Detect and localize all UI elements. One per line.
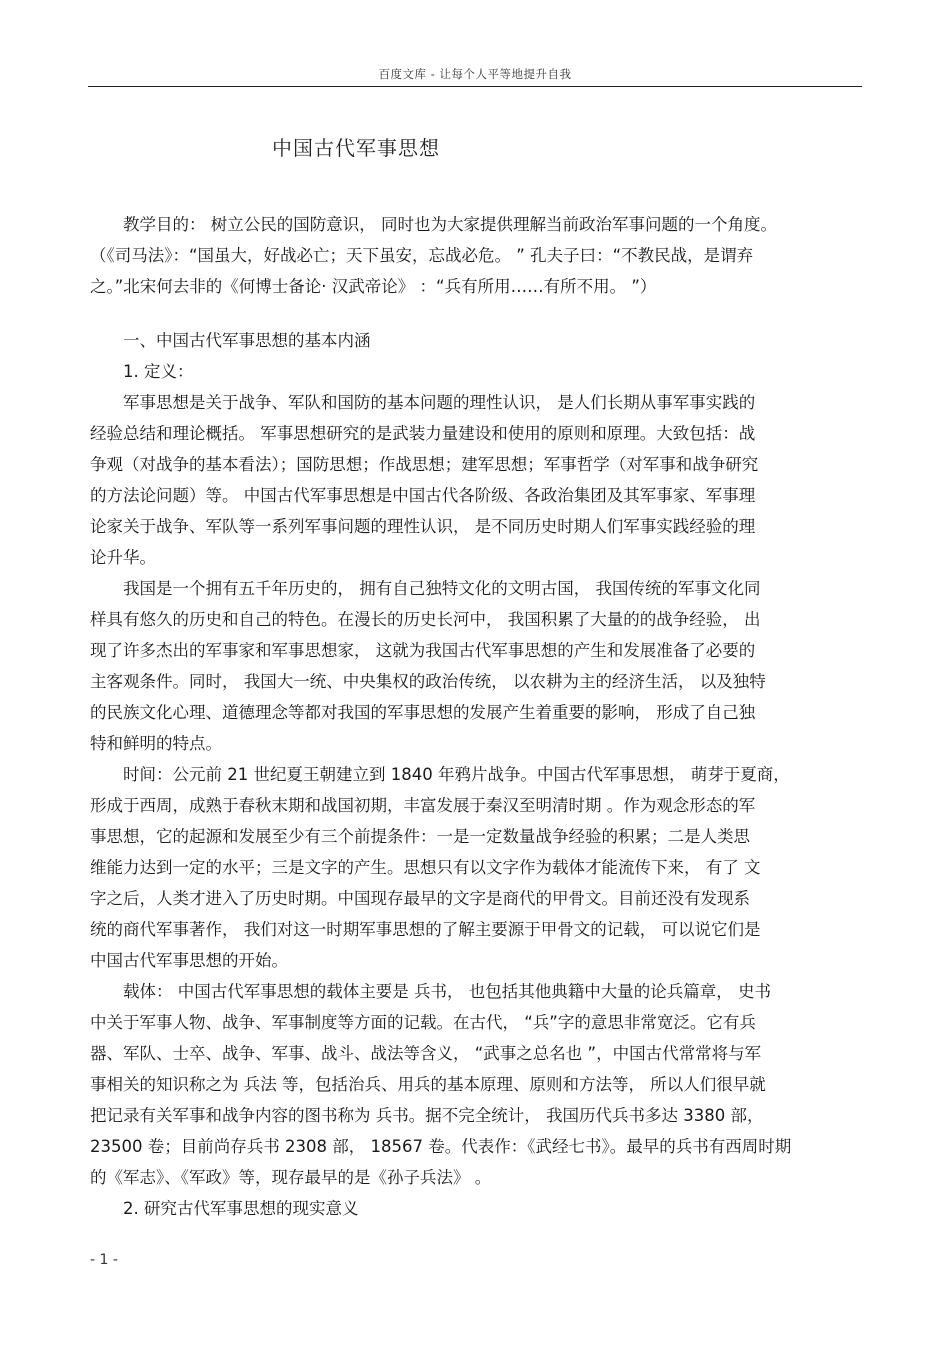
body-line: 样具有悠久的历史和自己的特色。在漫长的历史长河中， 我国积累了大量的的战争经验， 出 xyxy=(90,610,761,629)
body-line: 时间：公元前 21 世纪夏王朝建立到 1840 年鸦片战争。中国古代军事思想， 萌芽于夏商， xyxy=(90,765,790,784)
body-line: 的《军志》、《军政》等，现存最早的是《孙子兵法》 。 xyxy=(90,1168,492,1187)
document-title: 中国古代军事思想 xyxy=(272,136,440,160)
body-line: 的民族文化心理、道德理念等都对我国的军事思想的发展产生着重要的影响， 形成了自己独 xyxy=(90,703,756,722)
body-line: 经验总结和理论概括。 军事思想研究的是武装力量建设和使用的原则和原理。大致包括：战 xyxy=(90,424,756,443)
body-line: 争观（对战争的基本看法）；国防思想；作战思想；建军思想；军事哲学（对军事和战争研究 xyxy=(90,455,759,474)
page-header: 百度文库 - 让每个人平等地提升自我 xyxy=(378,67,572,81)
body-line: 载体： 中国古代军事思想的载体主要是 兵书， 也包括其他典籍中大量的论兵篇章， 史书 xyxy=(90,982,771,1001)
body-line: 特和鲜明的特点。 xyxy=(90,734,222,753)
body-line: 维能力达到一定的水平；三是文字的产生。思想只有以文字作为载体才能流传下来， 有了 文 xyxy=(90,858,761,877)
body-line: 论家关于战争、军队等一系列军事问题的理性认识， 是不同历史时期人们军事实践经验的理 xyxy=(90,517,756,536)
body-line: 23500 卷；目前尚存兵书 2308 部， 18567 卷。代表作：《武经七书》。最早的兵书有西周时期 xyxy=(90,1137,792,1156)
header-divider xyxy=(88,86,862,87)
subsection-heading: 2. 研究古代军事思想的现实意义 xyxy=(90,1199,359,1218)
body-line: 器、军队、士卒、战争、军事、战斗、战法等含义， “武事之总名也 ”，中国古代常常将与军 xyxy=(90,1044,762,1063)
page-number: - 1 - xyxy=(90,1252,118,1268)
body-line: 把记录有关军事和战争内容的图书称为 兵书。据不完全统计， 我国历代兵书多达 3380 部， xyxy=(90,1106,764,1125)
body-line: 中关于军事人物、战争、军事制度等方面的记载。在古代， “兵”字的意思非常宽泛。它有兵 xyxy=(90,1013,756,1032)
body-line: 中国古代军事思想的开始。 xyxy=(90,951,288,970)
body-line: 之。”北宋何去非的《何博士备论· 汉武帝论》 ：“兵有所用……有所不用。 ”） xyxy=(90,277,657,296)
subsection-heading: 1. 定义： xyxy=(90,362,194,381)
body-line: 字之后，人类才进入了历史时期。中国现存最早的文字是商代的甲骨文。目前还没有发现系 xyxy=(90,889,750,908)
body-line: （《司马法》：“国虽大，好战必亡；天下虽安，忘战必危。 ” 孔夫子曰：“不教民战，是谓弃 xyxy=(90,246,754,265)
body-line: 教学目的： 树立公民的国防意识， 同时也为大家提供理解当前政治军事问题的一个角度。 xyxy=(90,215,777,234)
body-line: 军事思想是关于战争、军队和国防的基本问题的理性认识， 是人们长期从事军事实践的 xyxy=(90,393,756,412)
body-line: 我国是一个拥有五千年历史的， 拥有自己独特文化的文明古国， 我国传统的军事文化同 xyxy=(90,579,761,598)
body-line: 事思想，它的起源和发展至少有三个前提条件：一是一定数量战争经验的积累；二是人类思 xyxy=(90,827,750,846)
body-line: 主客观条件。同时， 我国大一统、中央集权的政治传统， 以农耕为主的经济生活， 以及独特 xyxy=(90,672,766,691)
body-line: 现了许多杰出的军事家和军事思想家， 这就为我国古代军事思想的产生和发展准备了必要的 xyxy=(90,641,756,660)
section-heading: 一、中国古代军事思想的基本内涵 xyxy=(90,331,371,350)
body-line: 事相关的知识称之为 兵法 等，包括治兵、用兵的基本原理、原则和方法等， 所以人们很早就 xyxy=(90,1075,766,1094)
body-line: 统的商代军事著作， 我们对这一时期军事思想的了解主要源于甲骨文的记载， 可以说它们是 xyxy=(90,920,761,939)
document-body xyxy=(90,209,865,1224)
body-line: 形成于西周，成熟于春秋末期和战国初期，丰富发展于秦汉至明清时期 。作为观念形态的军 xyxy=(90,796,756,815)
body-line: 的方法论问题）等。 中国古代军事思想是中国古代各阶级、各政治集团及其军事家、军事理 xyxy=(90,486,756,505)
body-line: 论升华。 xyxy=(90,548,156,567)
